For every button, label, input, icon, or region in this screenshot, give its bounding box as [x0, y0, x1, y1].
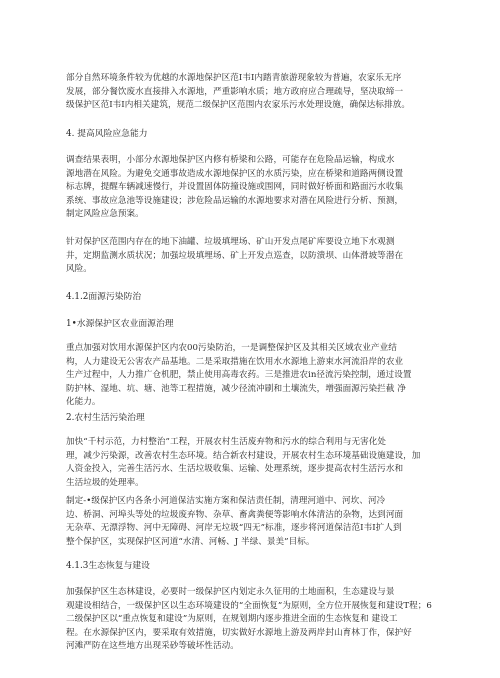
paragraph-river-cleaning [66, 495, 442, 549]
paragraph-rural-pollution [66, 436, 442, 490]
text-line: 风险。 [66, 264, 92, 274]
text-line: 程。在水源保护区内，要采取有效措施，切实做好水源地上游及两岸封山育林丁作，保护好 [66, 627, 412, 638]
text-line: 重点加强对饮用水源保护区内农00污染防治，一是调整保护区及其相关区域农业产业结 [66, 343, 397, 353]
text-line: 源地潜在风险。为避免交通事故造成水源地保护区的水质污染，应在桥梁和道路两侧设置 [66, 168, 404, 179]
text-line: 井，定期监测水质状况；加强垃圾填埋场、矿上开发点巡查，以防溃坝、山体滑坡等潜在 [66, 250, 404, 261]
text-line: 观建设相结合，一级保护区以生态环境建设的“全面恢复”为原则，全方位开展恢复和建设T程；6 [66, 600, 432, 611]
text-line: 加强保护区生态林建设，必要时一级保护区内划定永久征用的土地面积，生态建设与景 [66, 587, 395, 597]
text-line: 针对保护区范围内存在的地下油罐、垃圾填埋场、矿山开发点尾矿库要设立地下水观测 [66, 237, 395, 247]
text-line: 生活垃圾的处理率。 [66, 477, 144, 488]
paragraph-agricultural-pollution [66, 342, 442, 410]
text-line: 部分自然环境条件较为优越的水源地保护区范I韦I内踏青旅游现象较为普遍，农家乐无序 [66, 73, 402, 83]
text-line: 系统、事故应急池等设施建设；涉危险品运输的水源地要求对潜在风险进行分析、预测， [66, 195, 404, 206]
text-line: 防护林、湿地、坑、塘、池等工程措施，减少径流冲刷和土壤流失，增强面源污染拦截 净 [66, 383, 406, 394]
text-line: 化能力。 [66, 397, 101, 407]
text-line: 二级保护区以“重点恢复和建设”为原则，在规划期内逐步推进全面的生态恢复和 建设工 [66, 614, 398, 624]
text-line: 整个保护区，实现保护区河道“水清、河畅、J 半绿、景美”目标。 [66, 536, 315, 547]
text-line: 调查结果表明，小部分水源地保护区内修有桥梁和公路，可能存在危险品运输，构成水 [66, 155, 395, 165]
text-line: 理，减少污染源，改善农村生态环境。结合新农村建设，开展农村生态环境基础设施建设，加 [66, 450, 421, 461]
paragraph-ecological-restoration [66, 586, 442, 654]
subsection-heading: 2.农村生活污染治理 [66, 413, 145, 423]
text-line: 制定风险应急预案。 [66, 209, 144, 219]
paragraph-monitoring-wells [66, 236, 442, 277]
section-heading: 4. 提高风险应急能力 [66, 129, 148, 139]
paragraph-risk-survey [66, 154, 442, 222]
section-heading: 4.1.3生态恢复与建设 [66, 561, 150, 571]
text-line: 制定-•级保护区内各条小河道保洁实施方案和保洁责任制，清理河道中、河坎、河冷 [66, 496, 386, 506]
paragraph-farmhouse-tourism [66, 72, 442, 113]
subsection-heading: 1•水源保护区农业面源治理 [66, 319, 174, 329]
text-line: 发展，部分餐饮废水直接排入水源地，严重影响水质；地方政府应合理疏导，坚决取缔一 [66, 86, 404, 97]
section-heading: 4.1.2面源污染防治 [66, 292, 142, 302]
text-line: 无杂草、无漂浮物、河中无障碍、河岸无垃圾“四无”标准，逐步将河道保洁范I韦I扩人到 [66, 523, 402, 533]
text-line: 加快“千村示范，力村整治”工程，开展农村生活废弃物和污水的综合利用与无害化处 [66, 437, 387, 447]
text-line: 人资金投入，完善生活污水、生活垃圾收集、运输、处理系统，逐步提高农村生活污水和 [66, 464, 404, 474]
text-line: 生产过程中，人力推广仓机肥，禁止使用高毒农药。三是推进农in径流污染控制，通过设置 [66, 370, 412, 380]
text-line: 河滩严防在这些地方出现采砂等破坏性活动。 [66, 641, 239, 651]
text-line: 构，人力建设无公害农产品基地。二是采取措施在饮用水水源地上游束水河流沿岸的农业 [66, 356, 404, 367]
text-line: 标志牌，提醒车辆减速慢行，并设置固体防撞设施或围网，同时做好桥面和路面污水收集 [66, 182, 404, 192]
text-line: 边、桥洞、河埠头等处的垃圾废弃物、杂草、畜禽粪便等影响水体清洁的杂物，达到河面 [66, 509, 404, 520]
text-line: 级保护区范I韦I内相关建筑，规范二级保护区范围内农家乐污水处理设施，确保达标排放。 [66, 100, 410, 110]
